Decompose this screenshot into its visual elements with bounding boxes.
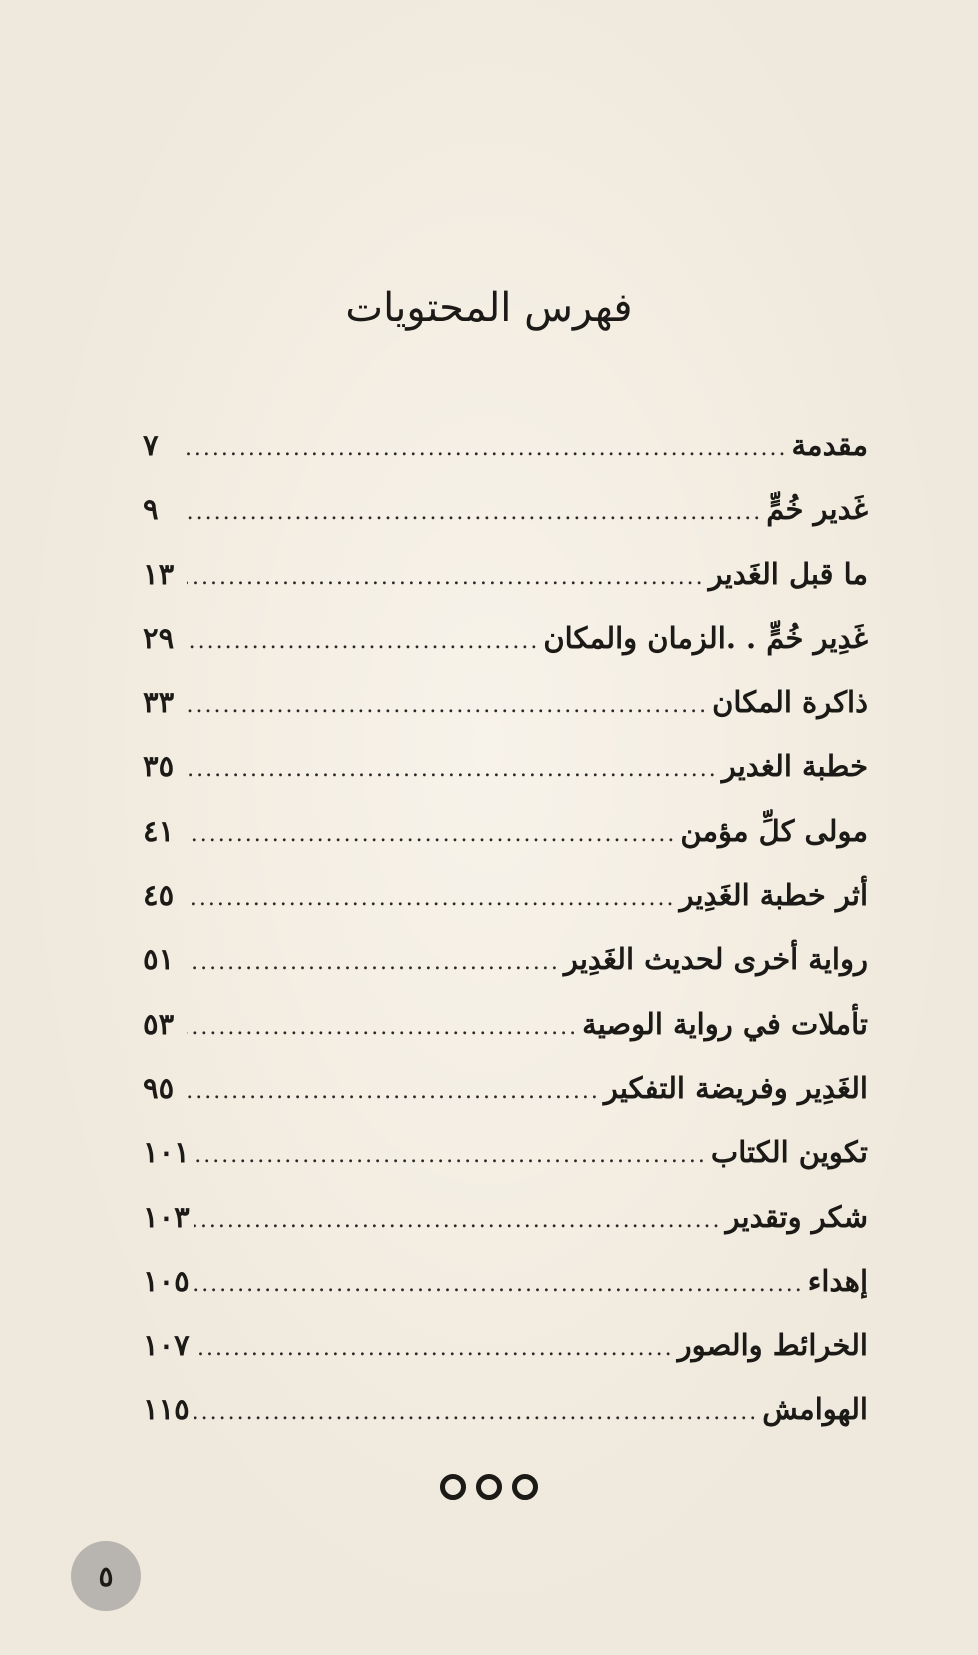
dot-leader	[187, 629, 539, 654]
toc-entry-page: ١٠٥	[143, 1263, 190, 1298]
toc-entry-label: الغَدِير وفريضة التفكير	[603, 1070, 868, 1105]
dot-leader	[187, 500, 762, 525]
toc-entry	[143, 878, 868, 942]
toc-entry-label: غَدير خُمٍّ	[766, 492, 868, 527]
dot-leader	[194, 1336, 674, 1361]
toc-entry-page: ٤٥	[143, 878, 175, 913]
toc-entry-page: ١٠٧	[143, 1328, 190, 1363]
toc-entry-label: مولى كلِّ مؤمن	[680, 813, 868, 848]
toc-entry	[143, 557, 868, 621]
dot-leader	[187, 693, 708, 718]
toc-entry-label: ما قبل الغَدير	[708, 556, 868, 591]
toc-entry	[143, 1200, 868, 1264]
dot-leader	[187, 1079, 600, 1104]
toc-entry-label: غَدِير خُمٍّ . .الزمان والمكان	[543, 620, 868, 655]
toc-entry	[143, 942, 868, 1006]
dot-leader	[187, 886, 675, 911]
toc-entry	[143, 749, 868, 813]
toc-entry-page: ٢٩	[143, 620, 175, 655]
toc-entry-label: ذاكرة المكان	[712, 685, 868, 720]
ring-icon	[440, 1474, 466, 1500]
toc-entry-label: خطبة الغدير	[721, 749, 868, 784]
dot-leader	[187, 757, 718, 782]
toc-entry-page: ٧	[143, 428, 159, 462]
toc-title: فهرس المحتويات	[345, 285, 633, 331]
toc-entry-page: ٣٣	[143, 685, 175, 720]
toc-entry	[143, 621, 868, 685]
toc-entry	[143, 1264, 868, 1328]
toc-entry-label: الخرائط والصور	[677, 1328, 868, 1363]
toc-entry	[143, 1328, 868, 1392]
toc-entry-page: ١٠١	[143, 1135, 190, 1170]
ring-icon	[512, 1474, 538, 1500]
table-of-contents	[143, 428, 868, 1457]
dot-leader	[194, 1400, 758, 1425]
toc-entry-page: ١٠٣	[143, 1199, 190, 1234]
dot-leader	[187, 565, 705, 590]
toc-entry-label: إهداء	[807, 1263, 868, 1298]
toc-entry	[143, 1392, 868, 1456]
toc-entry	[143, 1135, 868, 1199]
ring-icon	[476, 1474, 502, 1500]
toc-entry	[143, 1071, 868, 1135]
toc-entry-page: ٩	[143, 492, 159, 527]
toc-entry	[143, 685, 868, 749]
toc-entry	[143, 1007, 868, 1071]
page-number: ٥	[71, 1541, 141, 1611]
dot-leader	[194, 1143, 707, 1168]
toc-entry-label: تأملات في رواية الوصية	[582, 1006, 868, 1041]
toc-entry-page: ٣٥	[143, 749, 175, 784]
three-rings-ornament-icon	[0, 1474, 978, 1500]
toc-entry-label: أثر خطبة الغَدِير	[679, 878, 868, 913]
toc-entry-label: شكر وتقدير	[725, 1199, 868, 1234]
toc-entry-label: رواية أخرى لحديث الغَدِير	[563, 942, 868, 977]
toc-entry-page: ١٣	[143, 556, 175, 591]
toc-entry	[143, 814, 868, 878]
toc-entry-page: ١١٥	[143, 1392, 190, 1427]
toc-entry-label: مقدمة	[791, 428, 868, 462]
toc-entry-page: ٥٣	[143, 1006, 175, 1041]
toc-entry-page: ٩٥	[143, 1070, 175, 1105]
toc-entry	[143, 428, 868, 492]
toc-entry	[143, 492, 868, 556]
toc-entry-label: الهوامش	[762, 1392, 868, 1427]
dot-leader	[187, 1015, 578, 1040]
toc-entry-page: ٤١	[143, 813, 175, 848]
dot-leader	[187, 436, 787, 461]
dot-leader	[187, 950, 560, 975]
dot-leader	[187, 822, 676, 847]
dot-leader	[194, 1208, 722, 1233]
toc-entry-page: ٥١	[143, 942, 175, 977]
dot-leader	[194, 1272, 804, 1297]
toc-entry-label: تكوين الكتاب	[710, 1135, 868, 1170]
